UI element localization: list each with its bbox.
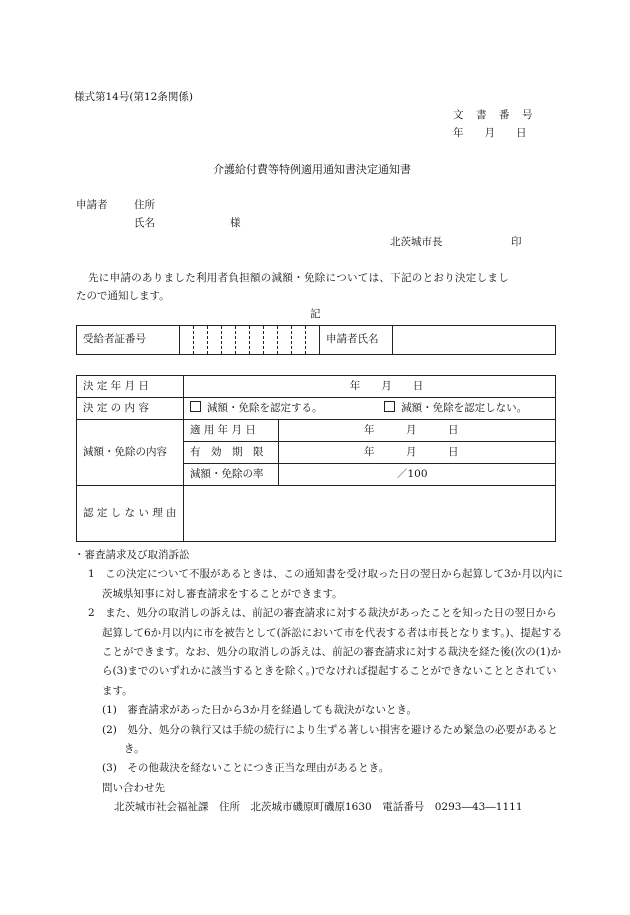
intro-line-1: 先に申請のありました利用者負担額の減額・免除については、下記のとおり決定しまし (88, 272, 509, 284)
ki-heading: 記 (310, 308, 321, 320)
reject-reason-label: 認 定 し な い 理 由 (77, 486, 184, 542)
form-number: 様式第14号(第12条関係) (74, 91, 193, 103)
reduction-content-label: 減額・免除の内容 (77, 420, 184, 486)
cert-digit-2[interactable] (194, 326, 208, 355)
address-label: 住所 (134, 199, 155, 211)
apply-date-value[interactable]: 年 月 日 (279, 420, 556, 442)
cert-digit-5[interactable] (236, 326, 250, 355)
note-paragraph-1: 1 この決定について不服があるときは、この通知書を受け取った日の翌日から起算して3か月以内に茨城県知事に対し審査請求をすることができます。 (88, 568, 564, 600)
valid-period-label: 有 効 期 限 (184, 442, 279, 464)
approve-label: 減額・免除を認定する。 (207, 401, 323, 414)
reject-checkbox[interactable] (384, 401, 395, 412)
note-paragraph-2: 2 また、処分の取消しの訴えは、前記の審査請求に対する裁決があったことを知った日の翌日から起算して6か月以内に市を被告として(訴訟において市を代表する者は市長となります。)、提起することができます。なお、処分の取消しの訴えは、前記の審査請求に対する裁決を経た後(次の(1)から(3)までのいずれかに該当するときを除く。)でなければ提起することができないこととされています。 (88, 607, 563, 697)
cert-digit-7[interactable] (264, 326, 278, 355)
cert-number-label: 受給者証番号 (77, 326, 180, 355)
cert-digit-6[interactable] (250, 326, 264, 355)
note-sub-2: (2) 処分、処分の執行又は手続の続行により生ずる著しい損害を避けるため緊急の必要があるとき。 (102, 723, 558, 756)
honorific: 様 (230, 217, 241, 229)
rate-label: 減額・免除の率 (184, 464, 279, 486)
page-title: 介護給付費等特例適用通知書決定通知書 (213, 163, 411, 176)
contact-info: 北茨城市社会福祉課 住所 北茨城市磯原町磯原1630 電話番号 0293―43―1111 (114, 801, 523, 814)
notes-heading: ・審査請求及び取消訴訟 (74, 549, 190, 561)
applicant-label: 申請者 (76, 199, 108, 211)
apply-date-label: 適 用 年 月 日 (184, 420, 279, 442)
decision-table (76, 375, 556, 542)
document-number: 文 書 番 号 (453, 109, 534, 121)
name-label: 氏名 (134, 217, 155, 229)
intro-line-2: たので通知します。 (76, 290, 170, 302)
appeal-notes (74, 546, 564, 818)
reject-label: 減額・免除を認定しない。 (401, 401, 528, 414)
contact-label: 問い合わせ先 (102, 781, 165, 794)
cert-digit-8[interactable] (278, 326, 292, 355)
document-date: 年 月 日 (453, 127, 527, 139)
note-sub-1: (1) 審査請求があった日から3か月を経過しても裁決がないとき。 (102, 704, 418, 717)
cert-digit-10[interactable] (306, 326, 320, 355)
valid-period-value[interactable]: 年 月 日 (279, 442, 556, 464)
note-sub-3: (3) その他裁決を経ないことにつき正当な理由があるとき。 (102, 762, 390, 775)
reject-reason-field[interactable] (184, 486, 556, 542)
issuer-name: 北茨城市長 (390, 236, 443, 248)
decision-date-value[interactable]: 年 月 日 (184, 376, 556, 398)
applicant-name-label: 申請者氏名 (320, 326, 393, 355)
decision-content-label: 決 定 の 内 容 (77, 398, 184, 420)
recipient-table (76, 325, 556, 355)
decision-content-options (184, 398, 556, 420)
seal-mark: 印 (511, 236, 522, 248)
applicant-name-field[interactable] (393, 326, 556, 355)
rate-value[interactable]: ／100 (279, 464, 556, 486)
approve-checkbox[interactable] (190, 401, 201, 412)
cert-digit-9[interactable] (292, 326, 306, 355)
decision-date-label: 決 定 年 月 日 (77, 376, 184, 398)
cert-digit-4[interactable] (222, 326, 236, 355)
cert-digit-3[interactable] (208, 326, 222, 355)
cert-digit-1[interactable] (180, 326, 194, 355)
